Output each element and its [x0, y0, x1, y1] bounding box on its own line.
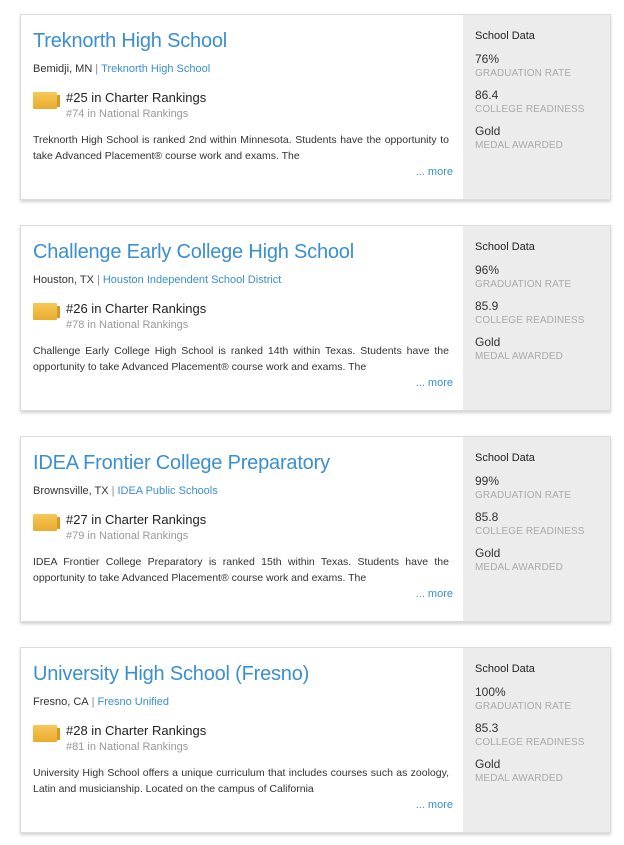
college-readiness-label: COLLEGE READINESS: [475, 315, 585, 326]
graduation-rate-stat: [475, 474, 600, 503]
medal-stat: [475, 124, 600, 153]
college-readiness-stat: [475, 721, 600, 750]
medal-value: Gold: [475, 335, 501, 349]
medal-stat: [475, 546, 600, 575]
medal-ribbon-icon: [33, 725, 57, 742]
graduation-rate-label: GRADUATION RATE: [475, 68, 572, 79]
college-readiness-stat: [475, 510, 600, 539]
school-card-main: [21, 437, 463, 621]
medal-label: MEDAL AWARDED: [475, 351, 563, 362]
medal-ribbon-icon: [33, 303, 57, 320]
school-data-header: School Data: [475, 663, 535, 675]
graduation-rate-value: 100%: [475, 685, 506, 699]
school-name-link[interactable]: Treknorth High School: [33, 30, 228, 52]
national-ranking: #74 in National Rankings: [66, 108, 189, 120]
school-location: Houston, TX: [33, 274, 94, 286]
school-description: Treknorth High School is ranked 2nd within Minnesota. Students have the opportunity to take Advanced Placement® course work and exams. The: [33, 134, 449, 162]
graduation-rate-label: GRADUATION RATE: [475, 701, 572, 712]
location-separator: |: [96, 274, 100, 286]
school-name-link[interactable]: IDEA Frontier College Preparatory: [33, 452, 330, 474]
school-district-link[interactable]: Houston Independent School District: [102, 274, 282, 286]
college-readiness-label: COLLEGE READINESS: [475, 104, 585, 115]
graduation-rate-value: 96%: [475, 263, 500, 277]
school-data-panel: [463, 15, 610, 199]
school-card: [20, 647, 611, 833]
school-description: University High School offers a unique curriculum that includes courses such as zoology, Latin and musicianship. Located on the campus of California: [33, 767, 449, 795]
college-readiness-stat: [475, 299, 600, 328]
charter-ranking: #28 in Charter Rankings: [66, 723, 207, 738]
charter-ranking: #27 in Charter Rankings: [66, 512, 207, 527]
medal-value: Gold: [475, 757, 501, 771]
more-link[interactable]: ... more: [390, 586, 453, 602]
more-link[interactable]: ... more: [390, 375, 453, 391]
school-card-main: [21, 648, 463, 832]
school-card-main: [21, 15, 463, 199]
school-district-link[interactable]: IDEA Public Schools: [117, 485, 218, 497]
medal-value: Gold: [475, 546, 501, 560]
school-district-link[interactable]: Fresno Unified: [97, 696, 170, 708]
school-description: Challenge Early College High School is ranked 14th within Texas. Students have the opportunity to take Advanced Placement® course work and exams. The: [33, 345, 449, 373]
school-name-link[interactable]: Challenge Early College High School: [33, 241, 354, 263]
medal-stat: [475, 335, 600, 364]
school-location: Brownsville, TX: [33, 485, 109, 497]
college-readiness-value: 86.4: [475, 88, 499, 102]
school-data-panel: [463, 648, 610, 832]
ranking-block: [33, 512, 453, 544]
national-ranking: #81 in National Rankings: [66, 741, 189, 753]
school-card: [20, 14, 611, 200]
school-location-line: [33, 62, 453, 76]
location-separator: |: [91, 696, 95, 708]
school-data-panel: [463, 226, 610, 410]
school-location-line: [33, 695, 453, 709]
college-readiness-stat: [475, 88, 600, 117]
college-readiness-label: COLLEGE READINESS: [475, 737, 585, 748]
medal-label: MEDAL AWARDED: [475, 773, 563, 784]
school-description: IDEA Frontier College Preparatory is ranked 15th within Texas. Students have the opportunity to take Advanced Placement® course work and exams. The: [33, 556, 449, 584]
national-ranking: #78 in National Rankings: [66, 319, 189, 331]
location-separator: |: [95, 63, 99, 75]
graduation-rate-stat: [475, 685, 600, 714]
school-card: [20, 225, 611, 411]
college-readiness-value: 85.9: [475, 299, 499, 313]
school-data-panel: [463, 437, 610, 621]
medal-stat: [475, 757, 600, 786]
school-data-header: School Data: [475, 241, 535, 253]
graduation-rate-value: 76%: [475, 52, 500, 66]
graduation-rate-value: 99%: [475, 474, 500, 488]
graduation-rate-stat: [475, 263, 600, 292]
medal-ribbon-icon: [33, 92, 57, 109]
charter-ranking: #26 in Charter Rankings: [66, 301, 207, 316]
more-link[interactable]: ... more: [390, 797, 453, 813]
school-district-link[interactable]: Treknorth High School: [101, 63, 211, 75]
school-data-header: School Data: [475, 452, 535, 464]
school-card-main: [21, 226, 463, 410]
location-separator: |: [111, 485, 115, 497]
school-location-line: [33, 273, 453, 287]
school-location-line: [33, 484, 453, 498]
school-location: Fresno, CA: [33, 696, 89, 708]
school-data-header: School Data: [475, 30, 535, 42]
school-location: Bemidji, MN: [33, 63, 93, 75]
school-card: [20, 436, 611, 622]
charter-ranking: #25 in Charter Rankings: [66, 90, 207, 105]
medal-label: MEDAL AWARDED: [475, 562, 563, 573]
ranking-block: [33, 723, 453, 755]
more-link[interactable]: ... more: [390, 164, 453, 180]
ranking-block: [33, 90, 453, 122]
school-name-link[interactable]: University High School (Fresno): [33, 663, 310, 685]
college-readiness-label: COLLEGE READINESS: [475, 526, 585, 537]
medal-label: MEDAL AWARDED: [475, 140, 563, 151]
college-readiness-value: 85.8: [475, 510, 499, 524]
ranking-block: [33, 301, 453, 333]
graduation-rate-stat: [475, 52, 600, 81]
college-readiness-value: 85.3: [475, 721, 499, 735]
graduation-rate-label: GRADUATION RATE: [475, 490, 572, 501]
medal-ribbon-icon: [33, 514, 57, 531]
national-ranking: #79 in National Rankings: [66, 530, 189, 542]
medal-value: Gold: [475, 124, 501, 138]
graduation-rate-label: GRADUATION RATE: [475, 279, 572, 290]
